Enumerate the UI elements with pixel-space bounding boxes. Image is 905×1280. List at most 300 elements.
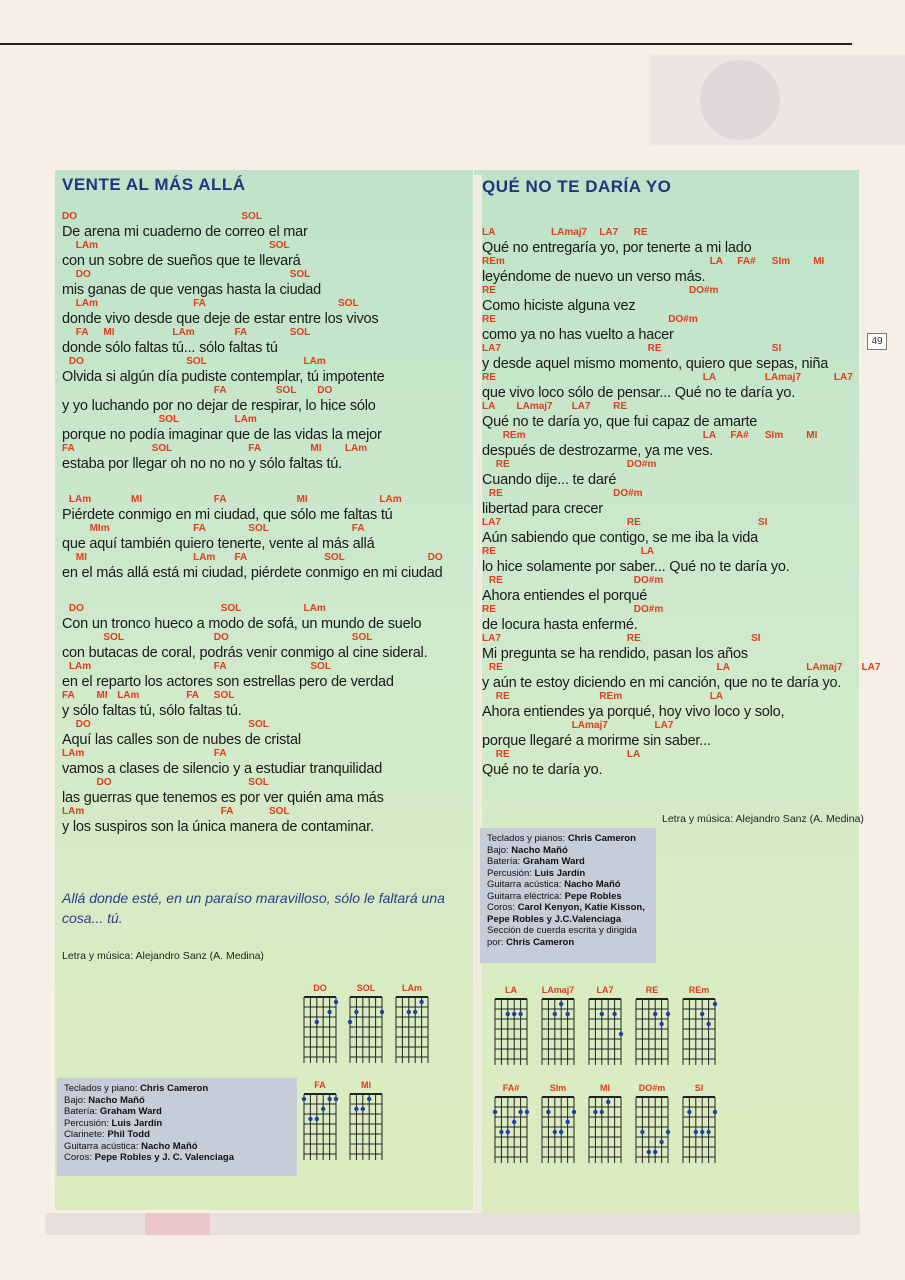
bottom-bleed-accent <box>145 1213 210 1235</box>
lyric-line <box>482 372 857 401</box>
chord-label: LAm <box>117 690 140 701</box>
chord-label: REm <box>599 691 623 702</box>
finger-dot <box>419 1000 423 1004</box>
finger-dot <box>700 1130 704 1134</box>
lyric-line <box>62 806 472 835</box>
lyric-text: Qué no te daría yo, que fui capaz de amarte <box>482 414 758 430</box>
lyric-line <box>482 749 857 778</box>
chord-diagram-name: MI <box>361 1080 371 1090</box>
finger-dot <box>553 1130 557 1134</box>
chord-diagram-name: RE <box>645 985 659 995</box>
lyric-text: donde sólo faltas tú... sólo faltas tú <box>62 340 278 356</box>
finger-dot <box>647 1150 651 1154</box>
chord-label: SOL <box>269 240 290 251</box>
chord-label: LA7 <box>861 662 881 673</box>
musician-role: Guitarra acústica: <box>487 879 562 890</box>
lyric-line <box>62 356 472 385</box>
fretboard-grid <box>301 995 339 1067</box>
chord-label: LAm <box>75 298 99 309</box>
chord-label: LAm <box>68 661 92 672</box>
chord-diagram-name: LAm <box>402 983 422 993</box>
musician-role: Teclados y pianos: <box>487 833 566 844</box>
lyric-text: lo hice solamente por saber... Qué no te daría yo. <box>482 559 790 575</box>
column-divider <box>474 175 482 1215</box>
chord-label: DO <box>75 719 91 730</box>
chord-label: LA7 <box>599 227 619 238</box>
chord-label: LAmaj7 <box>551 227 588 238</box>
chord-label: MI <box>806 430 818 441</box>
chord-label: LAm <box>379 494 402 505</box>
chord-label: SOL <box>275 385 297 396</box>
lyric-text: Mi pregunta se ha rendido, pasan los años <box>482 646 748 662</box>
chord-label: LAm <box>68 494 92 505</box>
lyric-line <box>62 327 472 356</box>
lyric-line <box>62 661 472 690</box>
lyric-line <box>482 488 857 517</box>
chord-label: FA <box>220 806 234 817</box>
lyric-text: después de destrozarme, ya me ves. <box>482 443 713 459</box>
finger-dot <box>553 1012 557 1016</box>
verse-gap <box>62 581 472 603</box>
lyric-text: porque no podía imaginar que de las vidas la mejor <box>62 427 382 443</box>
lyric-line <box>62 523 472 552</box>
finger-dot <box>593 1110 597 1114</box>
lyric-line <box>62 603 472 632</box>
chord-label: SOL <box>248 523 269 534</box>
chord-label: DO <box>213 632 229 643</box>
lyric-line <box>62 632 472 661</box>
musician-name: Graham Ward <box>99 1106 162 1117</box>
musician-role: Coros: <box>64 1152 92 1163</box>
lyric-text: que vivo loco sólo de pensar... Qué no te daría yo. <box>482 385 796 401</box>
chord-label: RE <box>482 604 496 615</box>
chord-label: RE <box>488 488 503 499</box>
lyric-line <box>482 430 857 459</box>
lyric-line <box>62 269 472 298</box>
chord-label: MI <box>131 494 143 505</box>
fretboard-grid <box>347 1092 385 1164</box>
chord-diagram-name: LA7 <box>596 985 614 995</box>
lyric-text: Qué no entregaría yo, por tenerte a mi lado <box>482 240 752 256</box>
lyric-text: porque llegaré a morirme sin saber... <box>482 733 711 749</box>
lyric-text: las guerras que tenemos es por ver quién ama más <box>62 790 384 806</box>
chord-diagram <box>633 1083 671 1168</box>
musician-credit <box>487 845 649 857</box>
chord-label: SOL <box>289 269 311 280</box>
finger-dot <box>559 1130 563 1134</box>
fretboard-grid <box>586 997 624 1069</box>
chord-label: LAm <box>172 327 195 338</box>
chord-label: LAm <box>303 356 326 367</box>
musician-role: Percusión: <box>64 1117 109 1129</box>
chord-label: SOL <box>338 298 359 309</box>
chord-label: SOL <box>213 690 235 701</box>
chord-label: SOL <box>289 327 311 338</box>
lyric-line <box>62 414 472 443</box>
chord-label: DO <box>96 777 112 788</box>
musician-role: Clarinete: <box>64 1129 105 1140</box>
chord-label: SOL <box>248 777 269 788</box>
chord-label: RE <box>488 662 503 673</box>
fretboard-grid <box>492 997 530 1069</box>
chord-label: DO#m <box>613 488 643 499</box>
lyric-text: con un sobre de sueños que te llevará <box>62 253 301 269</box>
bleed-through-photo <box>700 60 780 140</box>
lyric-text: estaba por llegar oh no no no y sólo faltas tú. <box>62 456 342 472</box>
chord-label: FA <box>234 327 248 338</box>
chord-label: RE <box>647 343 662 354</box>
lyric-text: como ya no has vuelto a hacer <box>482 327 674 343</box>
finger-dot <box>354 1107 358 1111</box>
top-rule <box>0 43 852 45</box>
lyric-text: libertad para crecer <box>482 501 603 517</box>
musician-name: Nacho Mañó <box>88 1094 145 1106</box>
fretboard-grid <box>633 1095 671 1167</box>
finger-dot <box>606 1100 610 1104</box>
finger-dot <box>315 1020 319 1024</box>
chord-label: SOL <box>310 661 331 672</box>
lyric-line <box>62 240 472 269</box>
chord-label: REm <box>482 256 505 267</box>
chord-label: DO#m <box>633 604 664 615</box>
lyric-line <box>62 443 472 472</box>
lyric-text: Aquí las calles son de nubes de cristal <box>62 732 301 748</box>
chord-label: DO <box>68 603 84 614</box>
lyric-line <box>482 633 857 662</box>
musician-role: Percusión: <box>487 867 532 879</box>
lyric-line <box>62 690 472 719</box>
chord-label: DO <box>68 356 84 367</box>
musician-role: Teclados y piano: <box>64 1083 138 1094</box>
finger-dot <box>666 1012 670 1016</box>
finger-dot <box>499 1130 503 1134</box>
musician-name: Pepe Robles <box>564 890 622 902</box>
chord-label: LAm <box>303 603 326 614</box>
musician-role: Batería: <box>64 1106 98 1117</box>
lyric-line <box>62 298 472 327</box>
chord-label: FA <box>62 690 75 701</box>
musician-name: Nacho Mañó <box>511 844 568 856</box>
fretboard-grid <box>680 997 718 1069</box>
finger-dot <box>354 1010 358 1014</box>
chord-label: RE <box>488 575 503 586</box>
finger-dot <box>559 1002 563 1006</box>
chord-label: RE <box>482 372 496 383</box>
chord-label: SOL <box>248 719 269 730</box>
chord-diagram-name: REm <box>688 985 710 995</box>
musician-role: Sección de cuerda escrita y dirigida por: <box>487 925 637 948</box>
finger-dot <box>327 1097 331 1101</box>
lyrics-left <box>62 211 472 835</box>
chord-label: MI <box>813 256 825 267</box>
chord-diagram <box>347 1080 385 1165</box>
finger-dot <box>713 1002 717 1006</box>
lyric-text: y yo luchando por no dejar de respirar, lo hice sólo <box>62 398 376 414</box>
chord-diagram <box>301 983 339 1068</box>
finger-dot <box>565 1012 569 1016</box>
finger-dot <box>518 1110 522 1114</box>
finger-dot <box>334 1000 338 1004</box>
finger-dot <box>565 1120 569 1124</box>
finger-dot <box>367 1097 371 1101</box>
chord-label: LAm <box>344 443 368 454</box>
lyric-text: de locura hasta enfermé. <box>482 617 638 633</box>
chord-label: FA <box>213 748 227 759</box>
musician-credit <box>487 833 649 845</box>
chord-label: DO#m <box>633 575 664 586</box>
lyric-text: Con un tronco hueco a modo de sofá, un mundo de suelo <box>62 616 422 632</box>
musicians-box-right <box>480 828 656 963</box>
chord-diagram <box>586 985 624 1070</box>
finger-dot <box>600 1012 604 1016</box>
finger-dot <box>334 1097 338 1101</box>
chord-diagram <box>539 1083 577 1168</box>
chord-label: DO <box>75 269 91 280</box>
musician-credit <box>487 902 649 925</box>
lyric-line <box>482 575 857 604</box>
musician-credit <box>64 1129 290 1141</box>
musician-role: Bajo: <box>64 1094 86 1106</box>
musician-name: Nacho Mañó <box>141 1140 198 1152</box>
lyric-line <box>482 604 857 633</box>
chord-label: LAm <box>193 552 216 563</box>
musician-role: Coros: <box>487 902 515 913</box>
chord-label: LA7 <box>482 517 501 528</box>
musician-name: Luis Jardín <box>111 1117 163 1129</box>
chord-label: LA7 <box>482 633 501 644</box>
chord-label: SOL <box>103 632 124 643</box>
chord-diagram-name: FA# <box>502 1083 520 1093</box>
finger-dot <box>659 1022 663 1026</box>
lyric-line <box>482 720 857 749</box>
finger-dot <box>308 1117 312 1121</box>
chord-diagram <box>633 985 671 1070</box>
chord-label: DO#m <box>668 314 698 325</box>
musician-credit <box>64 1118 290 1130</box>
chord-label: SOL <box>220 603 242 614</box>
musician-name: Luis Jardín <box>534 867 586 879</box>
lyric-line <box>482 227 857 256</box>
chord-label: SIm <box>771 256 791 267</box>
finger-dot <box>361 1107 365 1111</box>
musician-name: Nacho Mañó <box>564 879 621 890</box>
lyric-text: Qué no te daría yo. <box>482 762 603 778</box>
lyric-line <box>62 385 472 414</box>
fretboard-grid <box>680 1095 718 1167</box>
chord-label: LA7 <box>654 720 674 731</box>
finger-dot <box>713 1110 717 1114</box>
musician-name: Chris Cameron <box>506 936 575 948</box>
musician-credit <box>64 1083 290 1095</box>
chord-label: SOL <box>241 211 262 222</box>
lyric-line <box>482 517 857 546</box>
fretboard-grid <box>301 1092 339 1164</box>
chord-label: RE <box>633 227 648 238</box>
chord-label: SI <box>751 633 761 644</box>
finger-dot <box>619 1032 623 1036</box>
chord-label: LA7 <box>482 343 501 354</box>
chord-label: RE <box>495 459 510 470</box>
chord-label: LA <box>709 691 724 702</box>
chord-label: LAmaj7 <box>571 720 608 731</box>
chord-diagram-name: LAmaj7 <box>541 985 575 995</box>
musician-credit <box>487 868 649 880</box>
song-title-right: QUÉ NO TE DARÍA YO <box>482 177 672 196</box>
chord-label: SI <box>758 517 768 528</box>
finger-dot <box>706 1022 710 1026</box>
finger-dot <box>506 1130 510 1134</box>
lyric-line <box>482 459 857 488</box>
chord-label: FA <box>193 298 206 309</box>
chord-label: FA <box>234 552 248 563</box>
chord-label: LAmaj7 <box>516 401 553 412</box>
finger-dot <box>666 1130 670 1134</box>
finger-dot <box>327 1010 331 1014</box>
chord-label: FA <box>193 523 206 534</box>
finger-dot <box>653 1150 657 1154</box>
lyric-text: vamos a clases de silencio y a estudiar tranquilidad <box>62 761 383 777</box>
chord-label: LAm <box>62 806 85 817</box>
musician-role: Batería: <box>487 856 521 867</box>
lyric-text: leyéndome de nuevo un verso más. <box>482 269 706 285</box>
chord-label: LA <box>702 430 717 441</box>
lyric-text: Olvida si algún día pudiste contemplar, tú impotente <box>62 369 385 385</box>
chord-diagram-name: FA <box>314 1080 326 1090</box>
fretboard-grid <box>347 995 385 1067</box>
chord-label: DO <box>62 211 77 222</box>
lyric-line <box>62 719 472 748</box>
lyric-text: en el reparto los actores son estrellas pero de verdad <box>62 674 394 690</box>
chord-diagram <box>586 1083 624 1168</box>
finger-dot <box>506 1012 510 1016</box>
chord-label: SOL <box>324 552 345 563</box>
finger-dot <box>659 1140 663 1144</box>
lyric-text: con butacas de coral, podrás venir conmigo al cine sideral. <box>62 645 428 661</box>
chord-label: LAmaj7 <box>764 372 802 383</box>
lyric-text: en el más allá está mi ciudad, piérdete conmigo en mi ciudad <box>62 565 443 581</box>
fretboard-grid <box>633 997 671 1069</box>
finger-dot <box>653 1012 657 1016</box>
musician-name: Pepe Robles y J. C. Valenciaga <box>94 1152 235 1163</box>
finger-dot <box>546 1110 550 1114</box>
musician-name: Graham Ward <box>522 856 585 867</box>
finger-dot <box>518 1012 522 1016</box>
chord-label: FA <box>351 523 365 534</box>
chord-label: MI <box>75 552 87 563</box>
credit-left: Letra y música: Alejandro Sanz (A. Medina) <box>62 950 264 962</box>
chord-label: MI <box>296 494 308 505</box>
chord-diagram-name: DO <box>313 983 327 993</box>
finger-dot <box>612 1012 616 1016</box>
finger-dot <box>600 1110 604 1114</box>
chord-diagram <box>347 983 385 1068</box>
finger-dot <box>572 1110 576 1114</box>
chord-diagram <box>492 985 530 1070</box>
lyric-line <box>62 748 472 777</box>
chord-label: LA7 <box>571 401 591 412</box>
musician-credit <box>487 856 649 868</box>
chord-diagram <box>301 1080 339 1165</box>
musician-role: Guitarra eléctrica: <box>487 890 562 902</box>
chord-label: RE <box>482 314 496 325</box>
song-title-left: VENTE AL MÁS ALLÁ <box>62 175 246 194</box>
chord-label: LAm <box>62 748 85 759</box>
chord-label: FA <box>75 327 89 338</box>
lyric-line <box>482 314 857 343</box>
chord-label: RE <box>626 633 641 644</box>
chord-label: RE <box>495 691 510 702</box>
chord-label: FA <box>186 690 199 701</box>
lyric-line <box>62 211 472 240</box>
lyric-text: donde vivo desde que deje de estar entre los vivos <box>62 311 379 327</box>
chord-label: DO#m <box>689 285 719 296</box>
musician-credit <box>64 1141 290 1153</box>
fretboard-grid <box>492 1095 530 1167</box>
chord-label: RE <box>482 285 496 296</box>
finger-dot <box>315 1117 319 1121</box>
lyric-line <box>62 494 472 523</box>
lyric-line <box>482 256 857 285</box>
credit-right: Letra y música: Alejandro Sanz (A. Medina) <box>662 813 864 825</box>
chord-label: REm <box>502 430 526 441</box>
finger-dot <box>512 1120 516 1124</box>
chord-label: LAm <box>75 240 99 251</box>
lyric-line <box>482 285 857 314</box>
chord-label: FA <box>213 661 227 672</box>
musician-credit <box>64 1095 290 1107</box>
chord-label: SOL <box>151 443 173 454</box>
chord-label: LA <box>626 749 641 760</box>
chord-diagram-name: SOL <box>356 983 376 993</box>
musician-credit <box>64 1152 290 1164</box>
chord-label: FA <box>248 443 262 454</box>
chord-label: DO <box>427 552 443 563</box>
finger-dot <box>407 1010 411 1014</box>
fretboard-grid <box>539 997 577 1069</box>
lyric-text: Cuando dije... te daré <box>482 472 617 488</box>
fretboard-grid <box>586 1095 624 1167</box>
lyric-text: De arena mi cuaderno de correo el mar <box>62 224 308 240</box>
chord-label: SIm <box>764 430 784 441</box>
chord-label: LA <box>716 662 730 673</box>
finger-dot <box>321 1107 325 1111</box>
finger-dot <box>687 1110 691 1114</box>
lyric-text: y aún te estoy diciendo en mi canción, que no te daría yo. <box>482 675 842 691</box>
lyric-line <box>482 662 881 691</box>
chord-label: MI <box>310 443 322 454</box>
chord-label: LA <box>482 401 496 412</box>
chord-label: FA <box>213 494 227 505</box>
chord-label: RE <box>613 401 627 412</box>
finger-dot <box>525 1110 529 1114</box>
chord-label: LAm <box>234 414 257 425</box>
musician-credit <box>487 891 649 903</box>
chord-label: LA7 <box>833 372 853 383</box>
fretboard-grid <box>539 1095 577 1167</box>
lyric-text: Ahora entiendes el porqué <box>482 588 648 604</box>
chord-label: SOL <box>158 414 180 425</box>
chord-label: FA <box>213 385 227 396</box>
chord-label: FA# <box>737 256 756 267</box>
lyric-text: Ahora entiendes ya porqué, hoy vivo loco y solo, <box>482 704 785 720</box>
finger-dot <box>302 1097 306 1101</box>
chord-diagram-name: SIm <box>549 1083 567 1093</box>
chord-diagram-name: DO#m <box>638 1083 666 1093</box>
musicians-box-left <box>57 1078 297 1176</box>
finger-dot <box>694 1130 698 1134</box>
finger-dot <box>380 1010 384 1014</box>
lyric-text: Como hiciste alguna vez <box>482 298 636 314</box>
